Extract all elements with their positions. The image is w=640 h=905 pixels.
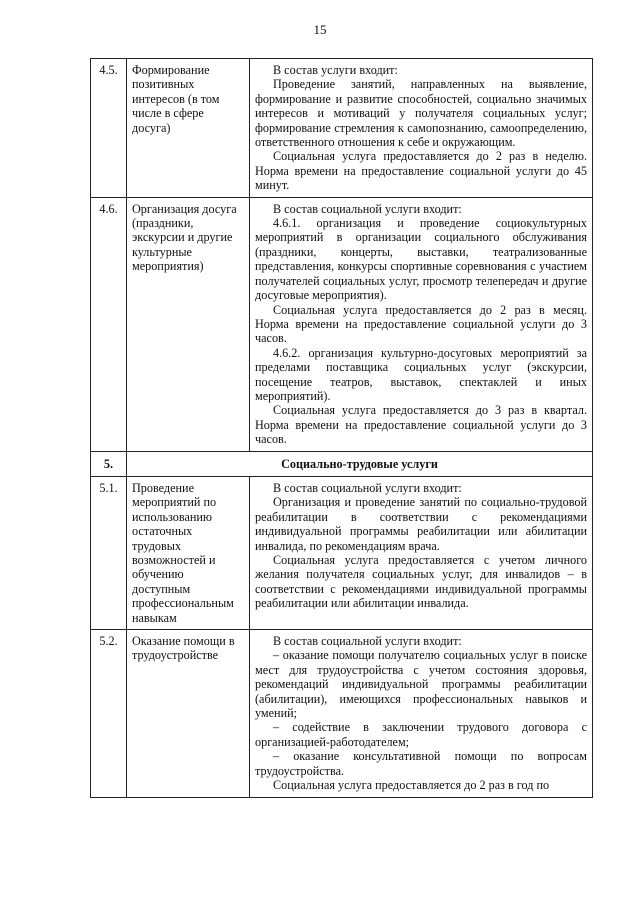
description-paragraph: В состав социальной услуги входит: xyxy=(273,634,462,649)
service-name: Формирование позитивных интересов (в том числе в сфере досуга) xyxy=(127,59,250,198)
service-description xyxy=(250,197,593,451)
table-row xyxy=(91,197,593,451)
row-number: 5.1. xyxy=(91,476,127,629)
service-description xyxy=(250,630,593,797)
page-number: 15 xyxy=(313,22,327,37)
section-row xyxy=(91,451,593,476)
table-body-part-1 xyxy=(91,59,593,452)
services-table xyxy=(90,58,593,798)
row-number: 4.6. xyxy=(91,197,127,451)
section-number: 5. xyxy=(91,451,127,476)
table-row xyxy=(91,630,593,797)
description-paragraph: Организация и проведение занятий по социально-трудовой реабилитации в соответствии с рекомендациями индивидуальной программы реабилитации или абилитации инвалида, по рекомендациям врача. xyxy=(255,495,587,553)
row-number: 4.5. xyxy=(91,59,127,198)
service-description xyxy=(250,59,593,198)
description-paragraph: Социальная услуга предоставляется с учетом личного желания получателя социальных услуг, для инвалидов – в соответствии с рекомендациями индивидуальной программы реабилитации или абилитации инвалида. xyxy=(255,553,587,611)
table-row xyxy=(91,59,593,198)
section-title: Социально-трудовые услуги xyxy=(127,451,593,476)
description-paragraph: В состав социальной услуги входит: xyxy=(273,201,462,216)
service-name: Проведение мероприятий по использованию остаточных трудовых возможностей и обучению доступным профессиональным навыкам xyxy=(127,476,250,629)
description-paragraph: Проведение занятий, направленных на выявление, формирование и развитие способностей, социально значимых интересов и мотиваций у получателя социальных услуг; формирование стремления к самопознанию, самоопределению, ответственного отношения к себе и окружающим. xyxy=(255,77,587,150)
description-paragraph: – оказание консультативной помощи по вопросам трудоустройства. xyxy=(255,749,587,778)
table-body-part-2 xyxy=(91,476,593,797)
description-paragraph: Социальная услуга предоставляется до 3 раз в квартал. Норма времени на предоставление социальной услуги до 3 часов. xyxy=(255,403,587,447)
description-paragraph: В состав услуги входит: xyxy=(273,63,398,77)
description-paragraph: Социальная услуга предоставляется до 2 раз в месяц. Норма времени на предоставление социальной услуги до 3 часов. xyxy=(255,302,587,346)
service-name: Организация досуга (праздники, экскурсии и другие культурные мероприятия) xyxy=(127,197,250,451)
service-description xyxy=(250,476,593,629)
table-row xyxy=(91,476,593,629)
description-paragraph: 4.6.1. организация и проведение социокультурных мероприятий в организации социального обслуживания (праздники, концерты, выставки, театрализованные представления, конкурсы спортивные соревнования с участием получателей социальных услуг, просмотр телепередач и другие досуговые мероприятия). xyxy=(255,216,587,303)
description-paragraph: Социальная услуга предоставляется до 2 раз в год по xyxy=(273,778,550,793)
description-paragraph: – оказание помощи получателю социальных услуг в поиске мест для трудоустройства с учетом состояния здоровья, рекомендаций индивидуальной программы реабилитации (абилитации), имеющихся профессиональных навыков и умений; xyxy=(255,648,587,721)
section-header-body xyxy=(91,451,593,476)
description-paragraph: 4.6.2. организация культурно-досуговых мероприятий за пределами поставщика социальных услуг (экскурсии, посещение театров, выставок, спектаклей и иных мероприятий). xyxy=(255,345,587,403)
row-number: 5.2. xyxy=(91,630,127,797)
description-paragraph: В состав социальной услуги входит: xyxy=(273,480,462,495)
service-name: Оказание помощи в трудоустройстве xyxy=(127,630,250,797)
description-paragraph: Социальная услуга предоставляется до 2 раз в неделю. Норма времени на предоставление социальной услуги до 45 минут. xyxy=(255,149,587,193)
description-paragraph: – содействие в заключении трудового договора с организацией-работодателем; xyxy=(255,720,587,749)
